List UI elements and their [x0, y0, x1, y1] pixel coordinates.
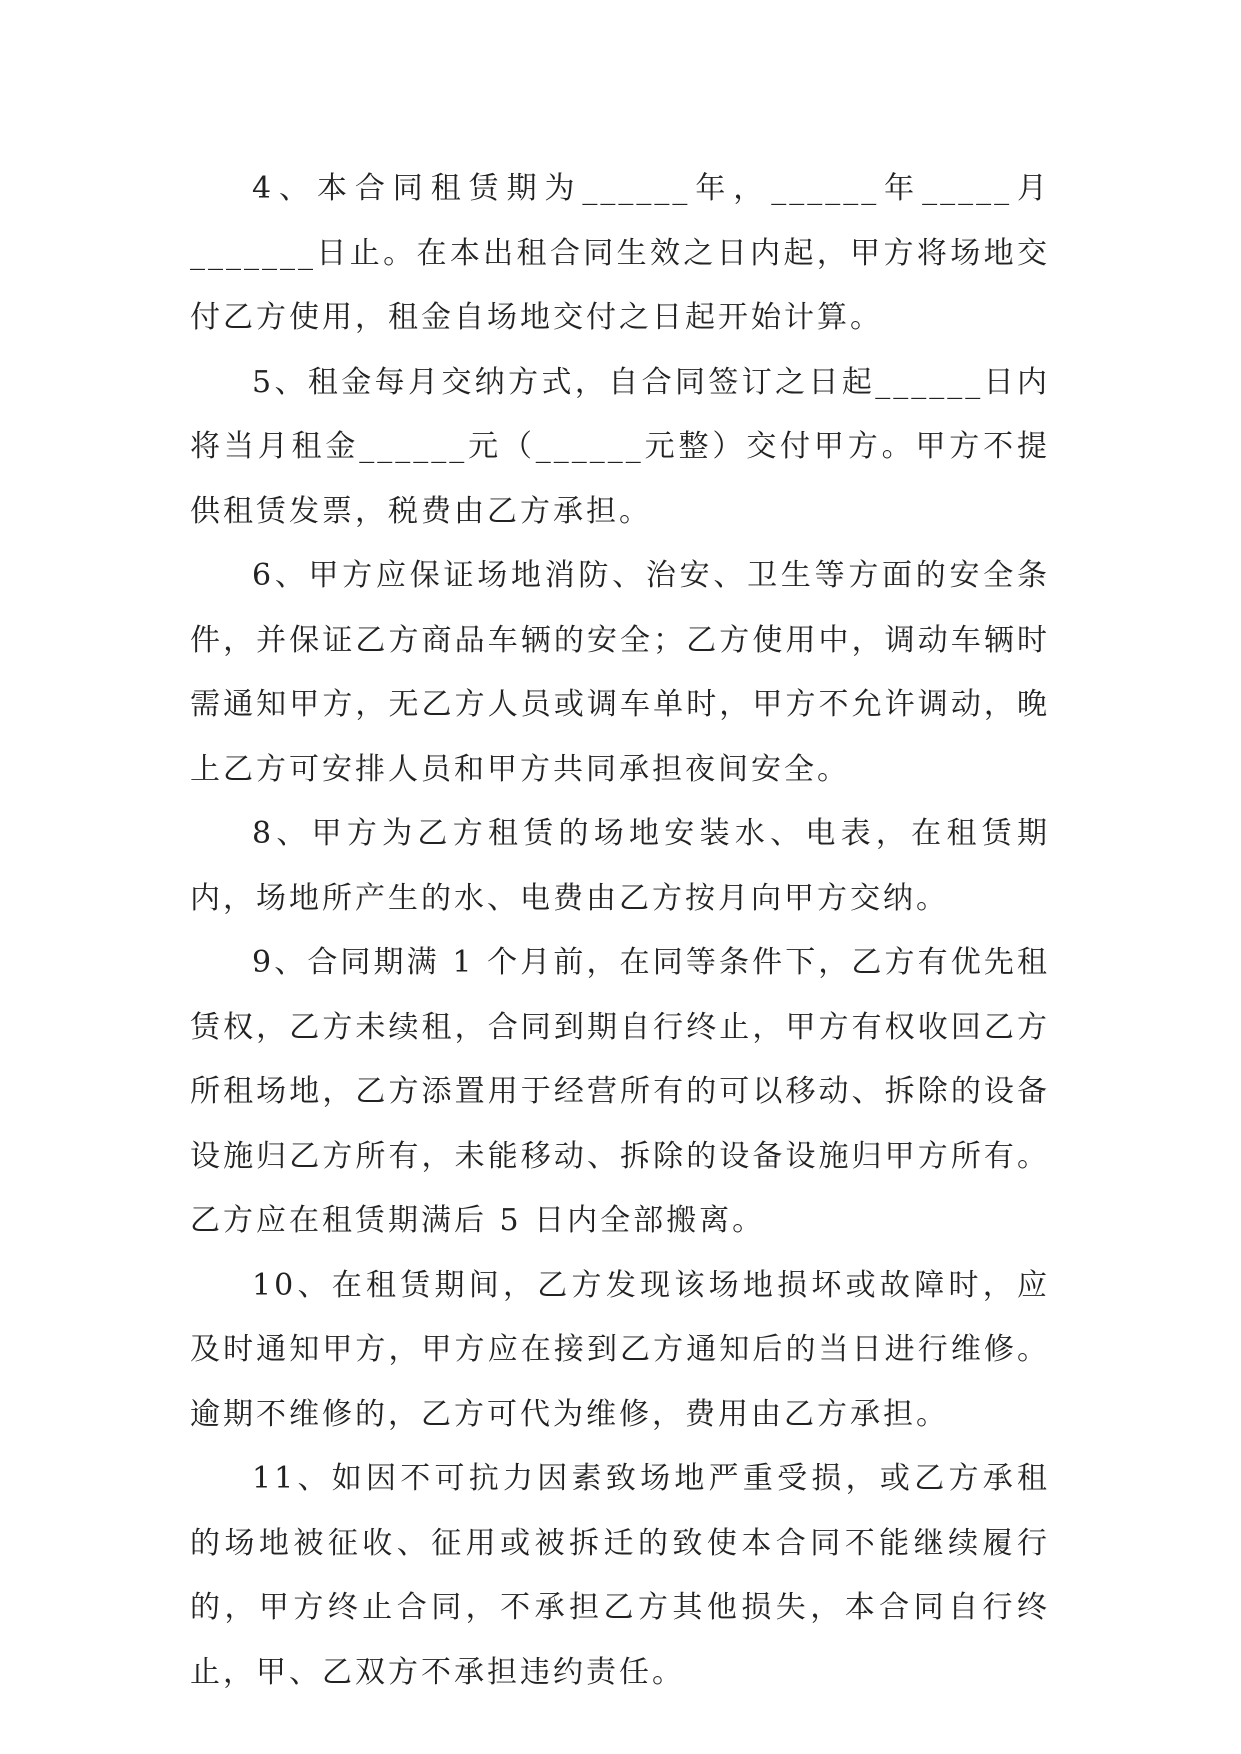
clause-11-paragraph: 11、如因不可抗力因素致场地严重受损，或乙方承租的场地被征收、征用或被拆迁的致使本合同不能继续履行的，甲方终止合同，不承担乙方其他损失，本合同自行终止，甲、乙双方不承担违约责任。 [190, 1461, 1050, 1690]
clause-8-paragraph: 8、甲方为乙方租赁的场地安装水、电表，在租赁期内，场地所产生的水、电费由乙方按月向甲方交纳。 [190, 816, 1050, 916]
clause-9-paragraph: 9、合同期满 1 个月前，在同等条件下，乙方有优先租赁权，乙方未续租，合同到期自行终止，甲方有权收回乙方所租场地，乙方添置用于经营所有的可以移动、拆除的设备设施归乙方所有，未能移动、拆除的设备设施归甲方所有。乙方应在租赁期满后 5 日内全部搬离。 [190, 945, 1050, 1238]
clause-4-paragraph: 4、本合同租赁期为______年，______年_____月_______日止。在本出租合同生效之日内起，甲方将场地交付乙方使用，租金自场地交付之日起开始计算。 [190, 171, 1050, 335]
clause-5-paragraph: 5、租金每月交纳方式，自合同签订之日起______日内将当月租金______元（______元整）交付甲方。甲方不提供租赁发票，税费由乙方承担。 [190, 364, 1050, 529]
clause-10-paragraph: 10、在租赁期间，乙方发现该场地损坏或故障时，应及时通知甲方，甲方应在接到乙方通知后的当日进行维修。逾期不维修的，乙方可代为维修，费用由乙方承担。 [190, 1267, 1050, 1432]
contract-page [190, 157, 1050, 1705]
clause-6-paragraph: 6、甲方应保证场地消防、治安、卫生等方面的安全条件，并保证乙方商品车辆的安全；乙方使用中，调动车辆时需通知甲方，无乙方人员或调车单时，甲方不允许调动，晚上乙方可安排人员和甲方共同承担夜间安全。 [190, 558, 1050, 787]
